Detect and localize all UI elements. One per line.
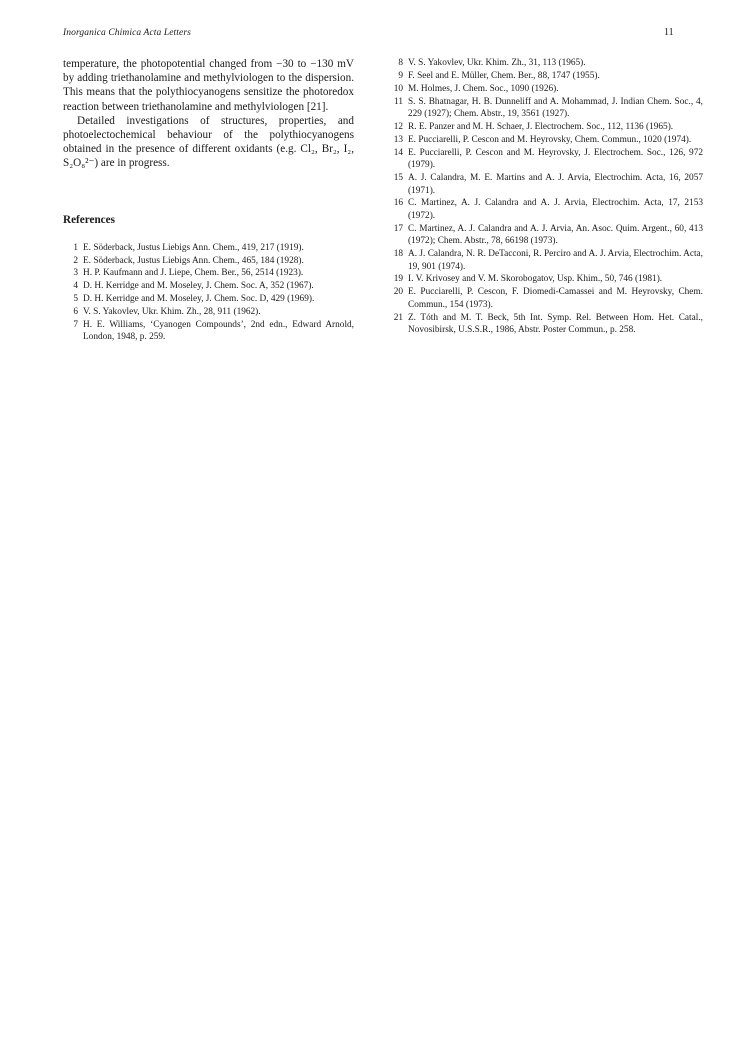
reference-text: S. S. Bhatnagar, H. B. Dunneliff and A. Mohammad, J. Indian Chem. Soc., 4, 229 (1927); Chem. Abstr., 19, 3561 (1927). bbox=[408, 96, 703, 120]
reference-text: F. Seel and E. Müller, Chem. Ber., 88, 1747 (1955). bbox=[408, 70, 600, 81]
reference-text: C. Martinez, A. J. Calandra and A. J. Arvia, Electrochim. Acta, 17, 2153 (1972). bbox=[408, 198, 703, 221]
reference-number: 18 bbox=[393, 249, 403, 260]
reference-text: H. E. Williams, ‘Cyanogen Compounds’, 2nd edn., Edward Arnold, London, 1948, p. 259. bbox=[83, 320, 354, 343]
reference-number: 15 bbox=[393, 173, 403, 184]
reference-text: A. J. Calandra, M. E. Martins and A. J. Arvia, Electrochim. Acta, 16, 2057 (1971). bbox=[408, 173, 703, 196]
reference-item bbox=[385, 83, 703, 95]
reference-item bbox=[63, 306, 354, 318]
running-header-journal: Inorganica Chimica Acta Letters bbox=[63, 28, 191, 38]
reference-number: 16 bbox=[393, 198, 403, 209]
reference-number: 9 bbox=[398, 70, 403, 81]
reference-number: 17 bbox=[393, 223, 403, 234]
body-paragraph: Detailed investigations of structures, properties, and photoelectochemical behaviour of the polythiocyanogens obtained in the presence of different oxidants (e.g. Cl₂, Br₂, I₂, S₂O₈²⁻) are in progress. bbox=[63, 114, 354, 170]
reference-item bbox=[385, 147, 703, 172]
reference-text: E. Söderback, Justus Liebigs Ann. Chem., 419, 217 (1919). bbox=[83, 242, 304, 253]
reference-item bbox=[385, 121, 703, 133]
reference-number: 13 bbox=[393, 134, 403, 145]
reference-text: D. H. Kerridge and M. Moseley, J. Chem. Soc. A, 352 (1967). bbox=[83, 281, 314, 292]
reference-number: 2 bbox=[73, 255, 78, 266]
reference-text: E. Pucciarelli, P. Cescon and M. Heyrovsky, Chem. Commun., 1020 (1974). bbox=[408, 134, 692, 145]
reference-item bbox=[385, 70, 703, 82]
reference-number: 11 bbox=[394, 96, 403, 107]
reference-text: I. V. Krivosey and V. M. Skorobogatov, Usp. Khim., 50, 746 (1981). bbox=[408, 274, 663, 285]
left-column bbox=[63, 57, 354, 344]
reference-item bbox=[385, 273, 703, 285]
reference-number: 19 bbox=[393, 274, 403, 285]
reference-text: H. P. Kaufmann and J. Liepe, Chem. Ber., 56, 2514 (1923). bbox=[83, 268, 304, 279]
reference-item bbox=[385, 223, 703, 248]
reference-number: 5 bbox=[73, 294, 78, 305]
reference-text: C. Martinez, A. J. Calandra and A. J. Arvia, An. Asoc. Quim. Argent., 60, 413 (1972); Chem. Abstr., 78, 66198 (1973). bbox=[408, 223, 703, 247]
reference-item bbox=[63, 242, 354, 254]
reference-number: 14 bbox=[393, 147, 403, 158]
reference-text: R. E. Panzer and M. H. Schaer, J. Electrochem. Soc., 112, 1136 (1965). bbox=[408, 122, 674, 133]
reference-item bbox=[63, 293, 354, 305]
right-column bbox=[385, 57, 703, 336]
reference-item bbox=[63, 280, 354, 292]
reference-text: D. H. Kerridge and M. Moseley, J. Chem. Soc. D, 429 (1969). bbox=[83, 294, 315, 305]
reference-text: V. S. Yakovlev, Ukr. Khim. Zh., 31, 113 (1965). bbox=[408, 58, 586, 68]
reference-number: 12 bbox=[393, 122, 403, 133]
reference-item bbox=[385, 248, 703, 273]
reference-number: 1 bbox=[73, 242, 78, 253]
reference-item bbox=[385, 312, 703, 337]
reference-number: 10 bbox=[393, 83, 403, 94]
reference-item bbox=[63, 255, 354, 267]
page-number: 11 bbox=[664, 27, 674, 38]
reference-number: 4 bbox=[73, 281, 78, 292]
reference-text: M. Holmes, J. Chem. Soc., 1090 (1926). bbox=[408, 83, 559, 94]
reference-item bbox=[63, 319, 354, 344]
reference-item bbox=[385, 172, 703, 197]
reference-item bbox=[385, 57, 703, 69]
reference-number: 3 bbox=[73, 268, 78, 279]
reference-item bbox=[385, 134, 703, 146]
reference-text: E. Pucciarelli, P. Cescon and M. Heyrovsky, J. Electrochem. Soc., 126, 972 (1979). bbox=[408, 147, 703, 171]
reference-text: E. Söderback, Justus Liebigs Ann. Chem., 465, 184 (1928). bbox=[83, 255, 304, 266]
reference-text: A. J. Calandra, N. R. DeTacconi, R. Perciro and A. J. Arvia, Electrochim. Acta, 19, 901 (1974). bbox=[408, 249, 703, 272]
reference-item bbox=[385, 197, 703, 222]
reference-item bbox=[63, 267, 354, 279]
reference-number: 7 bbox=[73, 320, 78, 331]
reference-number: 21 bbox=[393, 312, 403, 323]
reference-item bbox=[385, 286, 703, 311]
reference-item bbox=[385, 96, 703, 121]
reference-text: V. S. Yakovlev, Ukr. Khim. Zh., 28, 911 (1962). bbox=[83, 307, 261, 318]
reference-list-left bbox=[63, 242, 354, 344]
reference-text: Z. Tóth and M. T. Beck, 5th Int. Symp. Rel. Between Hom. Het. Catal., Novosibirsk, U.S.S.R., 1986, Abstr. Poster Commun., p. 258. bbox=[408, 312, 703, 336]
reference-text: E. Pucciarelli, P. Cescon, F. Diomedi-Camassei and M. Heyrovsky, Chem. Commun., 154 (1973). bbox=[408, 287, 703, 310]
reference-number: 8 bbox=[398, 58, 403, 68]
reference-number: 20 bbox=[393, 287, 403, 298]
reference-number: 6 bbox=[73, 307, 78, 318]
references-heading: References bbox=[63, 213, 115, 226]
body-paragraph: temperature, the photopotential changed from −30 to −130 mV by adding triethanolamine and methylviologen to the dispersion. This means that the polythiocyanogens sensitize the photoredox reaction between triethanolamine and methylviologen [21]. bbox=[63, 58, 354, 113]
